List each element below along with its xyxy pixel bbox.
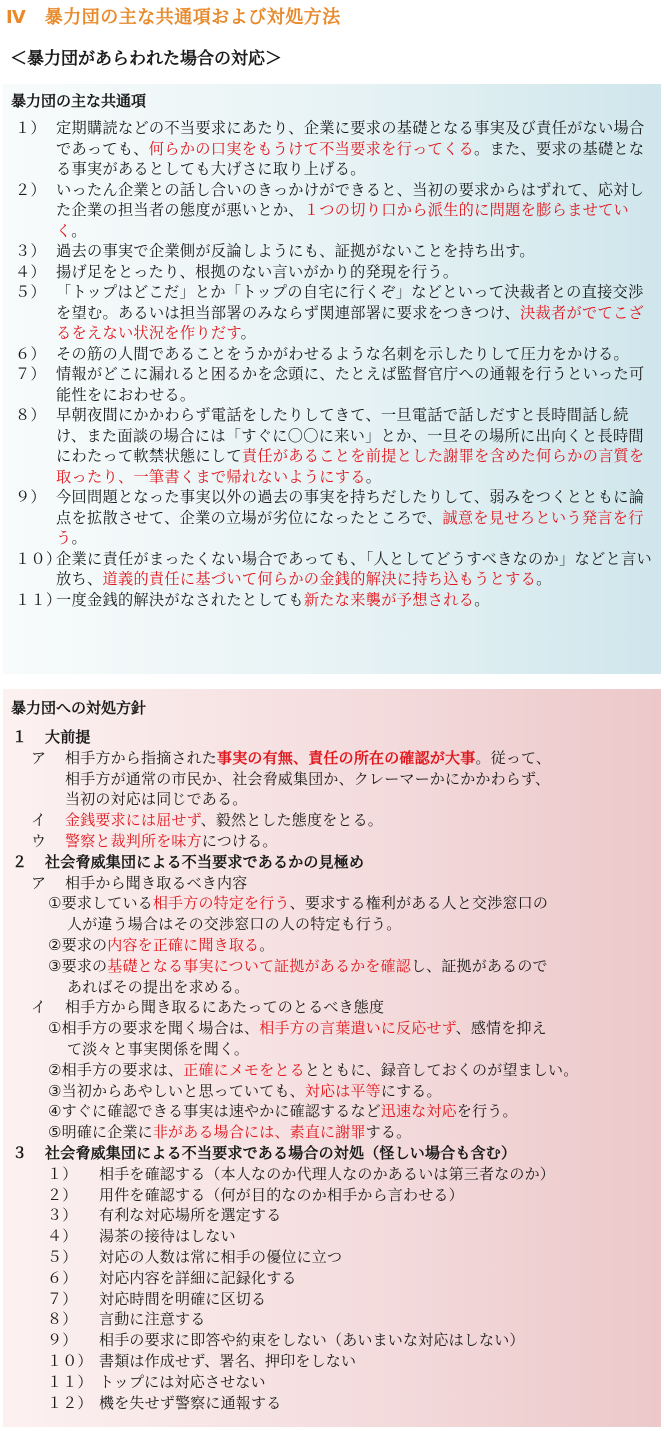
item-text (56, 263, 458, 281)
policy-section-heading (3, 1143, 661, 1164)
body-text: 。 (240, 324, 257, 342)
line-text (65, 873, 247, 894)
body-text: 対応内容を詳細に記録化する (99, 1268, 297, 1287)
highlighted-text: 相手方の特定を行う (152, 894, 290, 913)
item-text (56, 488, 644, 547)
body-text: 大前提 (45, 728, 91, 746)
body-text: ④すぐに確認できる事実は速やかに確認するなど (48, 1102, 381, 1121)
policy-line (3, 831, 661, 852)
body-text: 。 (259, 935, 275, 954)
line-label: ウ (31, 831, 47, 850)
policy-line (3, 769, 661, 790)
highlighted-text: １つの切り口から派生的に問題を膨らませていく (56, 201, 630, 240)
common-trait-item (3, 180, 661, 242)
body-text: 人が違う場合はその交渉窓口の人の特定も行う。 (67, 915, 402, 934)
policy-line (3, 789, 661, 810)
body-text: 相手を確認する（本人なのか代理人なのかあるいは第三者なのか） (99, 1164, 556, 1183)
policy-line (3, 748, 661, 769)
policy-line (3, 1351, 661, 1372)
line-label: ５） (47, 1247, 78, 1266)
item-number: １） (15, 119, 46, 137)
body-text: 。 (536, 570, 552, 588)
body-text: トップには対応させない (99, 1372, 266, 1391)
common-trait-item (3, 282, 661, 344)
highlighted-text: 誠意を見せろという発言を行う (56, 508, 644, 547)
item-number: ３） (15, 242, 46, 260)
line-label: １２） (47, 1393, 93, 1412)
item-text (56, 591, 490, 609)
policy-line (3, 1268, 661, 1289)
body-text: 相手方から聞き取るにあたってのとるべき態度 (65, 998, 385, 1017)
body-text: 相手方が通常の市民か、社会脅威集団か、クレーマーかにかかわらず、 (65, 769, 551, 788)
line-text (45, 1143, 516, 1164)
body-text: 情報がどこに漏れると困るかを念頭に、たとえば監督官庁への通報を行うといった可能性をにおわせる。 (56, 365, 645, 404)
item-text (56, 365, 645, 404)
line-text (99, 1330, 525, 1351)
section-title: Ⅳ 暴力団の主な共通項および対処方法 (6, 7, 341, 28)
body-text: 企業に責任がまったくない場合であっても、「人としてどうすべきなのか」などと言い放ち、 (56, 549, 652, 588)
item-number: ７） (15, 365, 46, 383)
line-text (99, 1164, 555, 1185)
body-text: 。 (474, 590, 490, 609)
policy-line (3, 1289, 661, 1310)
common-trait-item (3, 344, 661, 365)
body-text: 言動に注意する (99, 1310, 206, 1329)
policy-line (3, 1039, 661, 1060)
common-trait-item (3, 405, 661, 487)
body-text: 「トップはどこだ」とか「トップの自宅に行くぞ」などといって決裁者との直接交渉を望む。あるいは担当部署のみならず関連部署に要求をつきつけ、 (56, 283, 644, 322)
body-text: 社会脅威集団による不当要求であるかの見極め (45, 852, 365, 871)
highlighted-text: 警察と裁判所を味方 (65, 831, 202, 850)
policy-line (3, 1018, 661, 1039)
common-trait-item (3, 118, 661, 180)
item-text (56, 119, 645, 178)
policy-line (3, 1081, 661, 1102)
body-text: 相手方から指摘された (65, 748, 218, 767)
item-text (56, 406, 645, 486)
body-text: 対応の人数は常に相手の優位に立つ (99, 1247, 343, 1266)
line-text (99, 1226, 236, 1247)
policy-line (3, 1226, 661, 1247)
policy-box (3, 689, 661, 1427)
body-text: 。従って、 (475, 748, 552, 767)
highlighted-text: 新たな来襲が予想される (303, 590, 475, 609)
common-traits-box (3, 84, 661, 674)
common-trait-item (3, 241, 661, 262)
section-subtitle: ＜暴力団があらわれた場合の対応＞ (10, 49, 282, 69)
common-traits-list (3, 118, 661, 610)
policy-heading: 暴力団への対処方針 (11, 699, 147, 717)
item-number: ６） (15, 344, 46, 363)
line-text (45, 727, 91, 748)
highlighted-text: 内容を正確に聞き取る (107, 935, 260, 954)
policy-section-heading (3, 852, 661, 873)
common-trait-item (3, 364, 661, 405)
highlighted-text: 責任があることを前提とした謝罪を含めた何らかの言質を取ったり、一筆書くまで帰れないようにする (56, 447, 645, 486)
policy-section-heading (3, 727, 661, 748)
common-trait-item (3, 487, 661, 549)
item-number: ４） (15, 262, 46, 281)
item-number: ８） (15, 406, 46, 424)
body-text: 湯茶の接待はしない (99, 1227, 236, 1246)
body-text: 相手から聞き取るべき内容 (65, 873, 248, 892)
highlighted-text: 基礎となる事実について証拠があるかを確認 (107, 956, 411, 975)
policy-line (3, 873, 661, 894)
body-text: 書類は作成せず、署名、押印をしない (99, 1351, 357, 1370)
item-number: ２） (15, 180, 46, 199)
body-text: 定期購読などの不当要求にあたり、企業に要求の基礎となる事実及び責任がない場合であっても、 (56, 119, 645, 158)
item-number: ９） (15, 488, 46, 506)
line-text (65, 831, 278, 852)
highlighted-text: 何らかの口実をもうけて不当要求を行ってくる (148, 139, 475, 158)
body-text: ③当初からあやしいと思っていても、 (48, 1081, 305, 1100)
body-text: 、毅然とした態度をとる。 (200, 811, 384, 830)
line-text (48, 1018, 547, 1039)
policy-line (3, 914, 661, 935)
policy-line (3, 1393, 661, 1414)
line-text (99, 1393, 281, 1414)
policy-line (3, 1122, 661, 1143)
line-text (67, 1040, 249, 1058)
highlighted-text: 迅速な対応 (380, 1102, 457, 1121)
highlighted-text: 対応は平等 (304, 1081, 381, 1100)
policy-line (3, 1309, 661, 1330)
highlighted-text: 相手方の言葉遣いに反応せず (259, 1019, 456, 1038)
line-text (67, 978, 249, 996)
body-text: いったん企業との話し合いのきっかけができると、当初の要求からはずれて、応対した企業の担当者の態度が悪いとか、 (56, 180, 645, 219)
common-trait-item (3, 590, 661, 611)
highlighted-text: 金銭要求には屈せず (65, 811, 201, 830)
body-text: ②相手方の要求は、 (48, 1060, 184, 1079)
body-text: にする。 (380, 1081, 442, 1100)
policy-line (3, 1060, 661, 1081)
policy-line (3, 1101, 661, 1122)
body-text: 対応時間を明確に区切る (99, 1289, 267, 1308)
policy-list (3, 727, 661, 1413)
highlighted-text: 道義的責任に基づいて何らかの金銭的解決に持ち込もうとする (102, 570, 537, 588)
line-text (48, 956, 548, 977)
item-text (56, 181, 644, 240)
body-text: し、証拠があるので (410, 956, 548, 975)
line-label: ７） (47, 1289, 78, 1308)
line-text (65, 997, 384, 1018)
body-text: ③要求の (48, 956, 108, 975)
body-text: につける。 (201, 831, 278, 850)
body-text: ②要求の (48, 935, 108, 954)
line-text (48, 1101, 518, 1122)
body-text: あればその提出を求める。 (67, 977, 250, 996)
item-number: ５） (15, 283, 46, 301)
item-text (56, 345, 629, 363)
common-trait-item (3, 549, 661, 590)
policy-line (3, 893, 661, 914)
line-text (99, 1351, 356, 1372)
line-label: ２ (12, 852, 28, 871)
line-label: １） (47, 1164, 78, 1183)
policy-line (3, 977, 661, 998)
body-text: 揚げ足をとったり、根拠のない言いがかり的発現を行う。 (56, 262, 459, 281)
line-text (99, 1205, 281, 1226)
body-text: 早朝夜間にかかわらず電話をしたりしてきて、一旦電話で話しだすと長時間話し続け、また面談の場合には「すぐに〇〇に来い」とか、一旦その場所に出向くと長時間にわたって軟禁状態にして (56, 406, 644, 465)
body-text: 。 (365, 467, 382, 486)
body-text: を行う。 (456, 1102, 518, 1121)
body-text: その筋の人間であることをうかがわせるような名刺を示したりして圧力をかける。 (56, 344, 630, 363)
body-text: 有利な対応場所を選定する (99, 1206, 282, 1225)
line-text (48, 893, 548, 914)
policy-line (3, 1247, 661, 1268)
line-text (48, 935, 274, 956)
highlighted-text: 正確にメモをとる (183, 1060, 305, 1079)
line-label: ４） (47, 1227, 78, 1246)
highlighted-text: 非がある場合には、素直に謝罪 (152, 1123, 366, 1142)
policy-line (3, 810, 661, 831)
line-label: １０） (47, 1351, 93, 1370)
line-label: ア (31, 748, 47, 767)
line-text (48, 1060, 578, 1081)
body-text: 一度金銭的解決がなされたとしても (56, 590, 304, 609)
body-text: 。 (71, 221, 87, 240)
body-text: とともに、録音しておくのが望ましい。 (304, 1060, 579, 1079)
body-text: 用件を確認する（何が目的なのか相手から言わせる） (99, 1185, 464, 1204)
line-label: ３ (12, 1143, 28, 1162)
line-label: イ (31, 811, 47, 830)
line-text (65, 770, 550, 788)
policy-line (3, 1185, 661, 1206)
policy-line (3, 997, 661, 1018)
policy-line (3, 1330, 661, 1351)
line-label: ３） (47, 1206, 78, 1225)
item-text (56, 550, 652, 589)
line-label: ８） (47, 1310, 78, 1329)
body-text: 今回問題となった事実以外の過去の事実を持ちだしたりして、弱みをつくとともに論点を拡散させて、企業の立場が劣位になったところで、 (56, 488, 645, 527)
line-text (65, 790, 247, 808)
policy-line (3, 1372, 661, 1393)
item-number: １０） (15, 549, 62, 568)
body-text: 、要求する権利がある人と交渉窓口の (289, 894, 549, 913)
line-text (48, 1122, 411, 1143)
body-text: 相手の要求に即答や約束をしない（あいまいな対応はしない） (99, 1331, 525, 1350)
line-text (65, 810, 383, 831)
body-text: 過去の事実で企業側が反論しようにも、証拠がないことを持ち出す。 (56, 242, 535, 260)
highlighted-text: 事実の有無、責任の所在の確認が大事 (217, 748, 476, 767)
body-text: 社会脅威集団による不当要求である場合の対処（怪しい場合も含む） (45, 1143, 517, 1162)
policy-line (3, 935, 661, 956)
item-text (56, 242, 535, 260)
item-text (56, 283, 644, 342)
body-text: 。 (71, 529, 87, 547)
body-text: 。また、要求の基礎となる事実があるとしても大げさに取り上げる。 (56, 139, 645, 178)
body-text: 機を失せず警察に通報する (99, 1393, 282, 1412)
body-text: ①相手方の要求を聞く場合は、 (48, 1019, 260, 1038)
policy-line (3, 1205, 661, 1226)
body-text: ①要求している (48, 894, 153, 913)
body-text: ⑤明確に企業に (48, 1123, 153, 1142)
line-text (99, 1185, 464, 1206)
line-label: ア (31, 873, 47, 892)
policy-line (3, 956, 661, 977)
line-text (99, 1309, 205, 1330)
line-label: １１） (47, 1372, 93, 1391)
line-text (48, 1081, 442, 1102)
item-number: １１） (15, 590, 62, 609)
line-text (99, 1372, 266, 1393)
line-text (45, 852, 364, 873)
line-label: イ (31, 998, 47, 1017)
line-label: １ (12, 728, 28, 746)
highlighted-text: 決裁者がでてこざるをえない状況を作りだす (56, 303, 644, 342)
line-label: ９） (47, 1331, 78, 1350)
line-text (99, 1268, 297, 1289)
common-traits-heading: 暴力団の主な共通項 (11, 92, 147, 110)
line-text (99, 1247, 342, 1268)
line-label: ２） (47, 1185, 78, 1204)
body-text: 、感情を抑え (455, 1019, 547, 1038)
body-text: 当初の対応は同じである。 (65, 790, 248, 809)
body-text: て淡々と事実関係を聞く。 (67, 1039, 250, 1058)
line-text (99, 1289, 266, 1310)
line-text (67, 915, 401, 933)
common-trait-item (3, 262, 661, 283)
policy-line (3, 1164, 661, 1185)
line-text (65, 748, 551, 769)
line-label: ６） (47, 1268, 78, 1287)
body-text: する。 (365, 1123, 412, 1142)
